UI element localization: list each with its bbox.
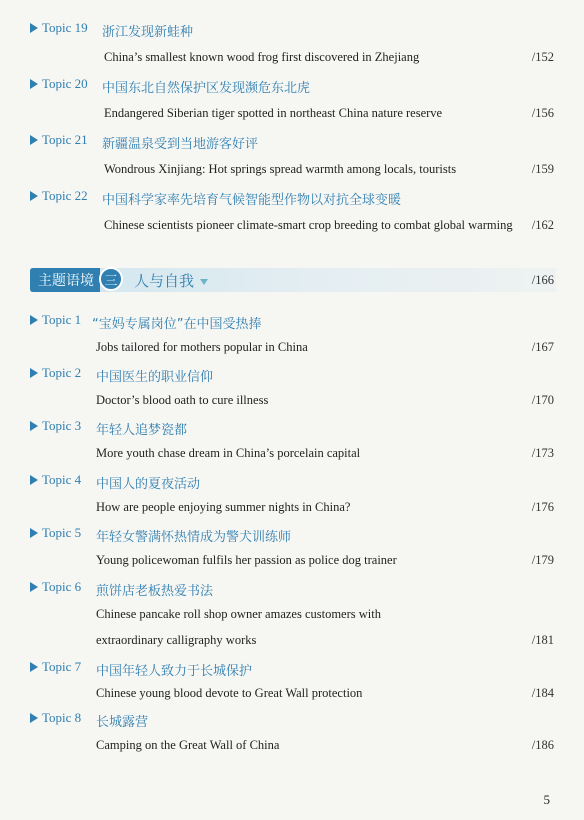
topic-label: Topic 6 bbox=[42, 579, 82, 594]
topic-english-title[interactable]: More youth chase dream in China’s porcelain capital bbox=[96, 445, 361, 460]
topic-header[interactable] bbox=[30, 523, 81, 543]
topic-label: Topic 20 bbox=[42, 76, 88, 91]
topic-english-title[interactable]: Endangered Siberian tiger spotted in northeast China nature reserve bbox=[104, 105, 443, 120]
topic-header[interactable] bbox=[30, 657, 81, 677]
page-number: /179 bbox=[531, 552, 554, 567]
page-number: /173 bbox=[531, 445, 554, 460]
topic-label: Topic 4 bbox=[42, 472, 82, 487]
arrow-right-icon bbox=[30, 421, 38, 431]
arrow-right-icon bbox=[30, 713, 38, 723]
topic-english-title[interactable]: Wondrous Xinjiang: Hot springs spread warmth among locals, tourists bbox=[104, 161, 457, 176]
topic-label: Topic 19 bbox=[42, 20, 88, 35]
topic-english-title[interactable]: How are people enjoying summer nights in China? bbox=[96, 499, 351, 514]
topic-english-title[interactable]: Chinese young blood devote to Great Wall protection bbox=[96, 685, 363, 700]
topic-english-title[interactable]: Camping on the Great Wall of China bbox=[96, 737, 280, 752]
arrow-right-icon bbox=[30, 191, 38, 201]
topic-header[interactable] bbox=[30, 130, 88, 150]
footer-page-number: 5 bbox=[543, 792, 550, 807]
topic-header[interactable] bbox=[30, 470, 81, 490]
topic-header[interactable] bbox=[30, 708, 81, 728]
page-number: /181 bbox=[531, 632, 554, 647]
topic-english-title[interactable]: Jobs tailored for mothers popular in China bbox=[96, 339, 308, 354]
topic-english-title[interactable]: Chinese scientists pioneer climate-smart crop breeding to combat global warming bbox=[104, 217, 513, 232]
topic-chinese-title: 中国科学家率先培育气候智能型作物以对抗全球变暖 bbox=[102, 193, 402, 208]
topic-chinese-title: 浙江发现新蛙种 bbox=[102, 25, 194, 40]
arrow-right-icon bbox=[30, 79, 38, 89]
topic-header[interactable] bbox=[30, 186, 88, 206]
topic-english-title[interactable]: Doctor’s blood oath to cure illness bbox=[96, 392, 269, 407]
topic-label: Topic 2 bbox=[42, 365, 82, 380]
arrow-right-icon bbox=[30, 368, 38, 378]
topic-label: Topic 5 bbox=[42, 525, 82, 540]
topic-header[interactable] bbox=[30, 74, 88, 94]
page-number: /156 bbox=[531, 105, 554, 120]
arrow-right-icon bbox=[30, 475, 38, 485]
topic-chinese-title: 中国医生的职业信仰 bbox=[96, 370, 214, 385]
page-number: /162 bbox=[531, 217, 554, 232]
topic-english-title-line2[interactable]: extraordinary calligraphy works bbox=[96, 632, 257, 647]
topic-chinese-title: 新疆温泉受到当地游客好评 bbox=[102, 137, 259, 152]
arrow-right-icon bbox=[30, 528, 38, 538]
arrow-right-icon bbox=[30, 23, 38, 33]
section-page-number: /166 bbox=[531, 272, 554, 287]
topic-chinese-title: 中国人的夏夜活动 bbox=[96, 477, 201, 492]
topic-chinese-title: 中国东北自然保护区发现濒危东北虎 bbox=[102, 81, 311, 96]
arrow-right-icon bbox=[30, 662, 38, 672]
topic-header[interactable] bbox=[30, 416, 81, 436]
topic-english-title[interactable]: Chinese pancake roll shop owner amazes customers with bbox=[96, 606, 381, 621]
topic-label: Topic 7 bbox=[42, 659, 82, 674]
topic-label: Topic 3 bbox=[42, 418, 82, 433]
arrow-right-icon bbox=[30, 135, 38, 145]
topic-chinese-title: 长城露营 bbox=[96, 715, 149, 730]
topic-chinese-title: 年轻人追梦瓷都 bbox=[96, 423, 188, 438]
section-badge: 主题语境 bbox=[30, 268, 100, 292]
page-number: /186 bbox=[531, 737, 554, 752]
topic-english-title[interactable]: China’s smallest known wood frog first discovered in Zhejiang bbox=[104, 49, 420, 64]
topic-chinese-title: 年轻女警满怀热情成为警犬训练师 bbox=[96, 530, 292, 545]
topic-label: Topic 21 bbox=[42, 132, 88, 147]
topic-header[interactable] bbox=[30, 18, 88, 38]
topic-label: Topic 1 bbox=[42, 312, 82, 327]
topic-label: Topic 22 bbox=[42, 188, 88, 203]
topic-chinese-title: “宝妈专属岗位”在中国受热捧 bbox=[92, 317, 262, 332]
section-title-text: 人与自我 bbox=[134, 271, 195, 290]
section-number: 三 bbox=[99, 267, 123, 291]
page-number: /170 bbox=[531, 392, 554, 407]
arrow-right-icon bbox=[30, 315, 38, 325]
page-number: /176 bbox=[531, 499, 554, 514]
topic-label: Topic 8 bbox=[42, 710, 82, 725]
topic-chinese-title: 煎饼店老板热爱书法 bbox=[96, 584, 214, 599]
topic-english-title[interactable]: Young policewoman fulfils her passion as police dog trainer bbox=[96, 552, 397, 567]
page-number: /159 bbox=[531, 161, 554, 176]
arrow-right-icon bbox=[30, 582, 38, 592]
topic-chinese-title: 中国年轻人致力于长城保护 bbox=[96, 664, 253, 679]
topic-header[interactable] bbox=[30, 363, 81, 383]
page-number: /152 bbox=[531, 49, 554, 64]
topic-header[interactable] bbox=[30, 577, 81, 597]
page-number: /167 bbox=[531, 339, 554, 354]
page-number: /184 bbox=[531, 685, 554, 700]
topic-header[interactable] bbox=[30, 310, 81, 330]
arrow-down-icon bbox=[200, 279, 208, 285]
section-title[interactable] bbox=[134, 268, 208, 292]
